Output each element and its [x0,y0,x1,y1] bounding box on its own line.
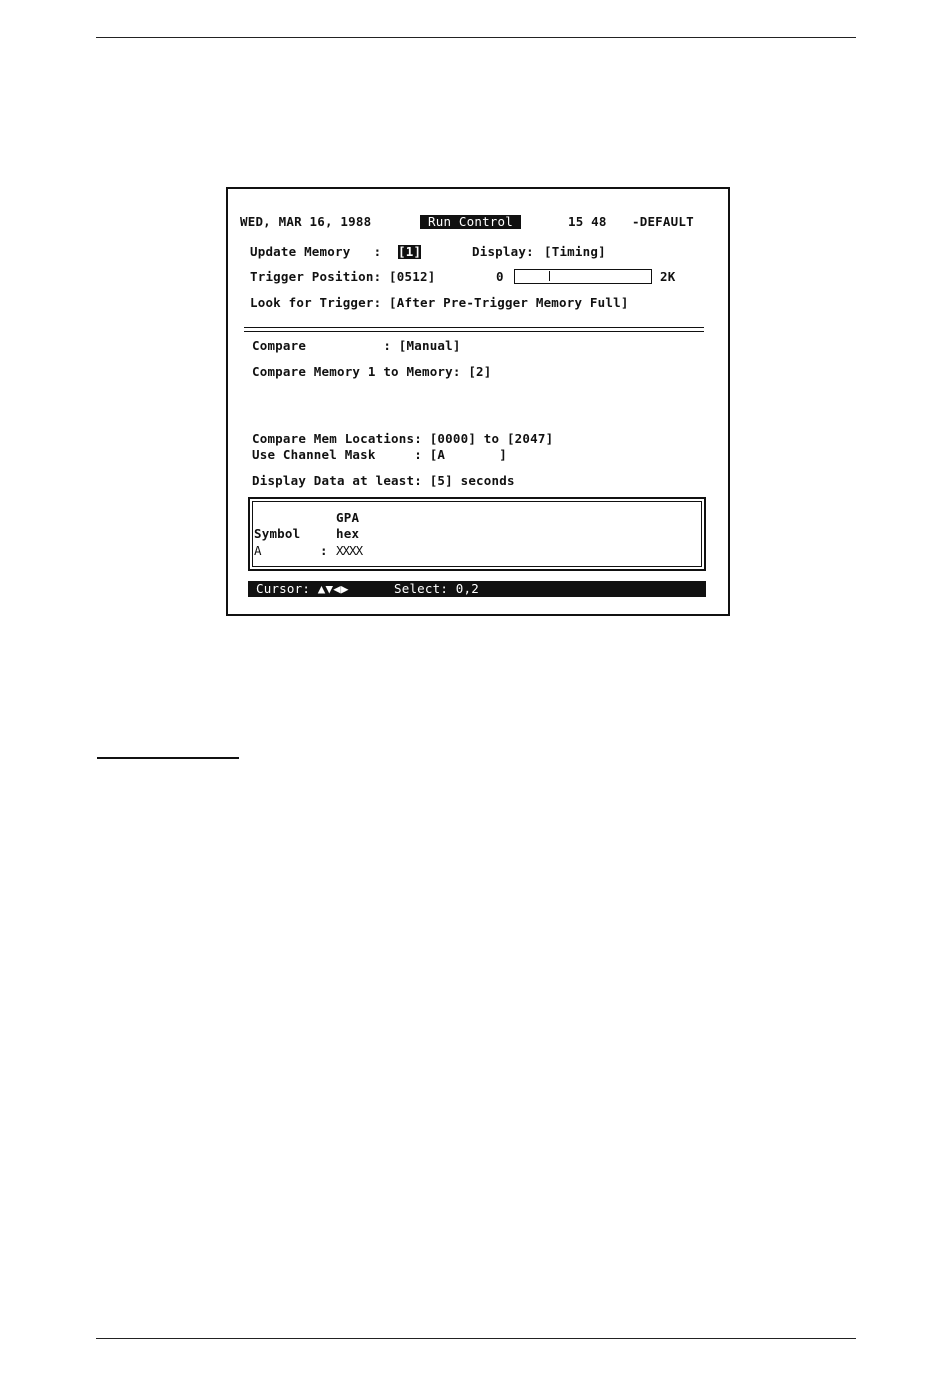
display-data-field[interactable]: Display Data at least: [5] seconds [252,473,515,488]
select-hint: Select: 0,2 [394,581,479,596]
channel-mask-field[interactable]: Use Channel Mask : [A ] [252,447,507,462]
trigger-position-field[interactable]: Trigger Position: [0512] [250,269,436,284]
status-bar [248,581,706,597]
symbol-group-header: GPA [336,510,360,525]
symbol-row-separator: : [320,543,328,558]
section-divider-double [244,331,704,332]
section-heading-rule [97,757,239,759]
format-header: hex [336,526,360,541]
display-label: Display: [472,244,534,259]
trigger-scale-min: 0 [496,269,504,284]
page-top-rule [96,37,856,38]
symbol-table [248,497,706,571]
compare-locations-field[interactable]: Compare Mem Locations: [0000] to [2047] [252,431,554,446]
section-divider [244,327,704,328]
update-memory-label: Update Memory : [250,244,382,259]
symbol-row-name: A [254,543,262,558]
mode-title: Run Control [420,215,521,229]
update-memory-field[interactable]: [1] [398,244,422,259]
symbol-column-header: Symbol [254,526,301,541]
display-field[interactable]: [Timing] [544,244,606,259]
header-time: 15 48 [568,214,607,229]
look-for-trigger-field[interactable]: Look for Trigger: [After Pre-Trigger Memory Full] [250,295,629,310]
page-bottom-rule [96,1338,856,1339]
logic-analyzer-screen [226,187,730,616]
header-profile: -DEFAULT [632,214,694,229]
cursor-hint: Cursor: ▲▼◀▶ [256,581,349,596]
compare-mode-field[interactable]: Compare : [Manual] [252,338,461,353]
trigger-position-marker [549,271,552,281]
trigger-scale-max: 2K [660,269,676,284]
symbol-row-value[interactable]: XXXX [336,543,363,558]
header-date: WED, MAR 16, 1988 [240,214,372,229]
trigger-position-bar[interactable] [514,269,652,284]
compare-memory-field[interactable]: Compare Memory 1 to Memory: [2] [252,364,492,379]
